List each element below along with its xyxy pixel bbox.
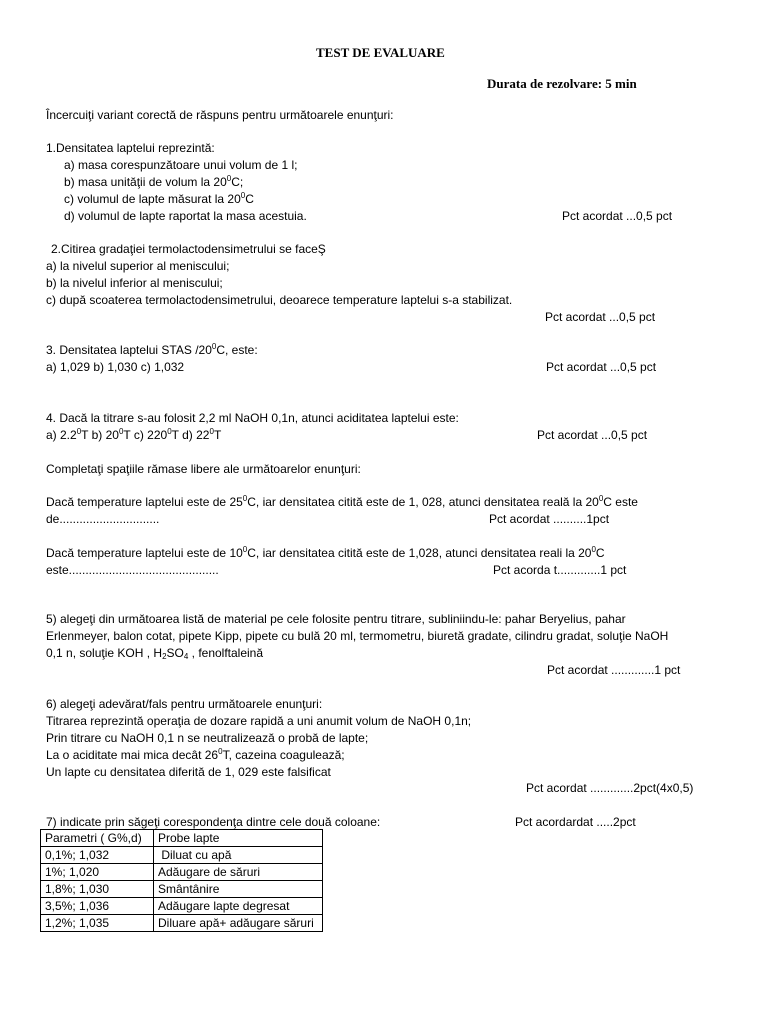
q5-line-1: 5) alegeţi din următoarea listă de material pe cele folosite pentru titrare, subliniindu-le: pahar Beryelius, pahar: [46, 612, 626, 626]
table-cell-sample: Adăugare de săruri: [154, 864, 323, 881]
q2-answer-c: c) după scoaterea termolactodensimetrului, deoarece temperature laptelui s-a stabilizat.: [46, 293, 513, 307]
table-cell-sample: Smântânire: [154, 881, 323, 898]
completion-sentence-1: Dacă temperature laptelui este de $25^0C$, iar densitatea citită este de 1, 028, atunci densitatea reală la $20^0C$ este: [46, 494, 638, 509]
q2-answer-b: b) la nivelul inferior al meniscului;: [46, 276, 223, 290]
completion-heading: Completaţi spaţiile rămase libere ale următoarelor enunţuri:: [46, 462, 361, 476]
q3-question: 3. Densitatea laptelui STAS $/20^0C$, este:: [46, 342, 258, 357]
table-cell-parameter: 3,5%; 1,036: [41, 898, 154, 915]
q5-points: Pct acordat .............1 pct: [547, 663, 681, 677]
q6-statement-2: Prin titrare cu NaOH 0,1 n se neutralizează o probă de lapte;: [46, 731, 369, 745]
q1-answer-d: d) volumul de lapte raportat la masa acestuia.: [64, 209, 307, 223]
table-cell-sample: Adăugare lapte degresat: [154, 898, 323, 915]
q4-question: 4. Dacă la titrare s-au folosit 2,2 ml NaOH 0,1n, atunci aciditatea laptelui este:: [46, 411, 459, 425]
table-row: [41, 898, 323, 915]
table-row: [41, 847, 323, 864]
q4-points: Pct acordat ...0,5 pct: [537, 428, 648, 442]
q1-answer-b: b) masa unităţii de volum la $20^0C$;: [64, 174, 244, 189]
q1-answer-a: a) masa corespunzătoare unui volum de 1 l;: [64, 158, 298, 172]
q2-answer-a: a) la nivelul superior al meniscului;: [46, 259, 230, 273]
table-cell-sample: Diluare apă+ adăugare săruri: [154, 915, 323, 932]
completion-sentence-2: Dacă temperature laptelui este de $10^0C$, iar densitatea citită este de 1,028, atunci densitatea reali la $20^0C$: [46, 545, 605, 560]
table-header-samples: Probe lapte: [154, 830, 323, 847]
q1-points: Pct acordat ...0,5 pct: [562, 209, 673, 223]
table-row: [41, 915, 323, 932]
instructions: Încercuiţi variant corectă de răspuns pentru următoarele enunţuri:: [46, 108, 394, 122]
q6-statement-4: Un lapte cu densitatea diferită de 1, 029 este falsificat: [46, 765, 331, 779]
q1-answer-c: c) volumul de lapte măsurat la $20^0C$: [64, 191, 254, 206]
q7-question: 7) indicate prin săgeţi corespondenţa dintre cele două coloane:: [46, 815, 381, 829]
q5-line-2: Erlenmeyer, balon cotat, pipete Kipp, pipete cu bulă 20 ml, termometru, biuretă gradate, cilindru gradat, soluţie NaOH: [46, 629, 669, 643]
q1-question: 1.Densitatea laptelui reprezintă:: [46, 141, 215, 155]
q4-answers: a) $2.2^0T$ b) $20^0T$ c) $220^0T$ d) $22^0T$: [46, 427, 222, 442]
completion-blank-2: este.............................................: [46, 563, 219, 577]
q6-statement-3: La o aciditate mai mica decât $26^0T$, cazeina coagulează;: [46, 747, 345, 762]
q5-line-3: 0,1 n, soluţie KOH , $H_2SO_4$ , fenolftaleină: [46, 646, 264, 661]
table-row: [41, 881, 323, 898]
table-cell-sample: Diluat cu apă: [154, 847, 323, 864]
q3-answers: a) 1,029 b) 1,030 c) 1,032: [46, 360, 185, 374]
q6-question: 6) alegeţi adevărat/fals pentru următoarele enunţuri:: [46, 697, 323, 711]
duration-label: Durata de rezolvare: 5 min: [487, 76, 637, 91]
table-cell-parameter: 1,2%; 1,035: [41, 915, 154, 932]
table-header-parameters: Parametri ( G%,d): [41, 830, 154, 847]
q2-points: Pct acordat ...0,5 pct: [545, 310, 656, 324]
table-header-row: [41, 830, 323, 847]
q6-statement-1: Titrarea reprezintă operaţia de dozare rapidă a uni anumit volum de NaOH 0,1n;: [46, 714, 472, 728]
table-cell-parameter: 0,1%; 1,032: [41, 847, 154, 864]
q6-points: Pct acordat .............2pct(4x0,5): [526, 781, 694, 795]
table-cell-parameter: 1%; 1,020: [41, 864, 154, 881]
correspondence-table: [40, 829, 323, 932]
completion-blank-1: de..............................: [46, 512, 160, 526]
q7-points: Pct acordardat .....2pct: [515, 815, 636, 829]
completion-points-1: Pct acordat ..........1pct: [489, 512, 610, 526]
q2-question: 2.Citirea gradaţiei termolactodensimetrului se faceŞ: [51, 242, 326, 256]
table-cell-parameter: 1,8%; 1,030: [41, 881, 154, 898]
completion-points-2: Pct acorda t.............1 pct: [493, 563, 627, 577]
q3-points: Pct acordat ...0,5 pct: [546, 360, 657, 374]
table-row: [41, 864, 323, 881]
page-title: TEST DE EVALUARE: [316, 45, 445, 60]
